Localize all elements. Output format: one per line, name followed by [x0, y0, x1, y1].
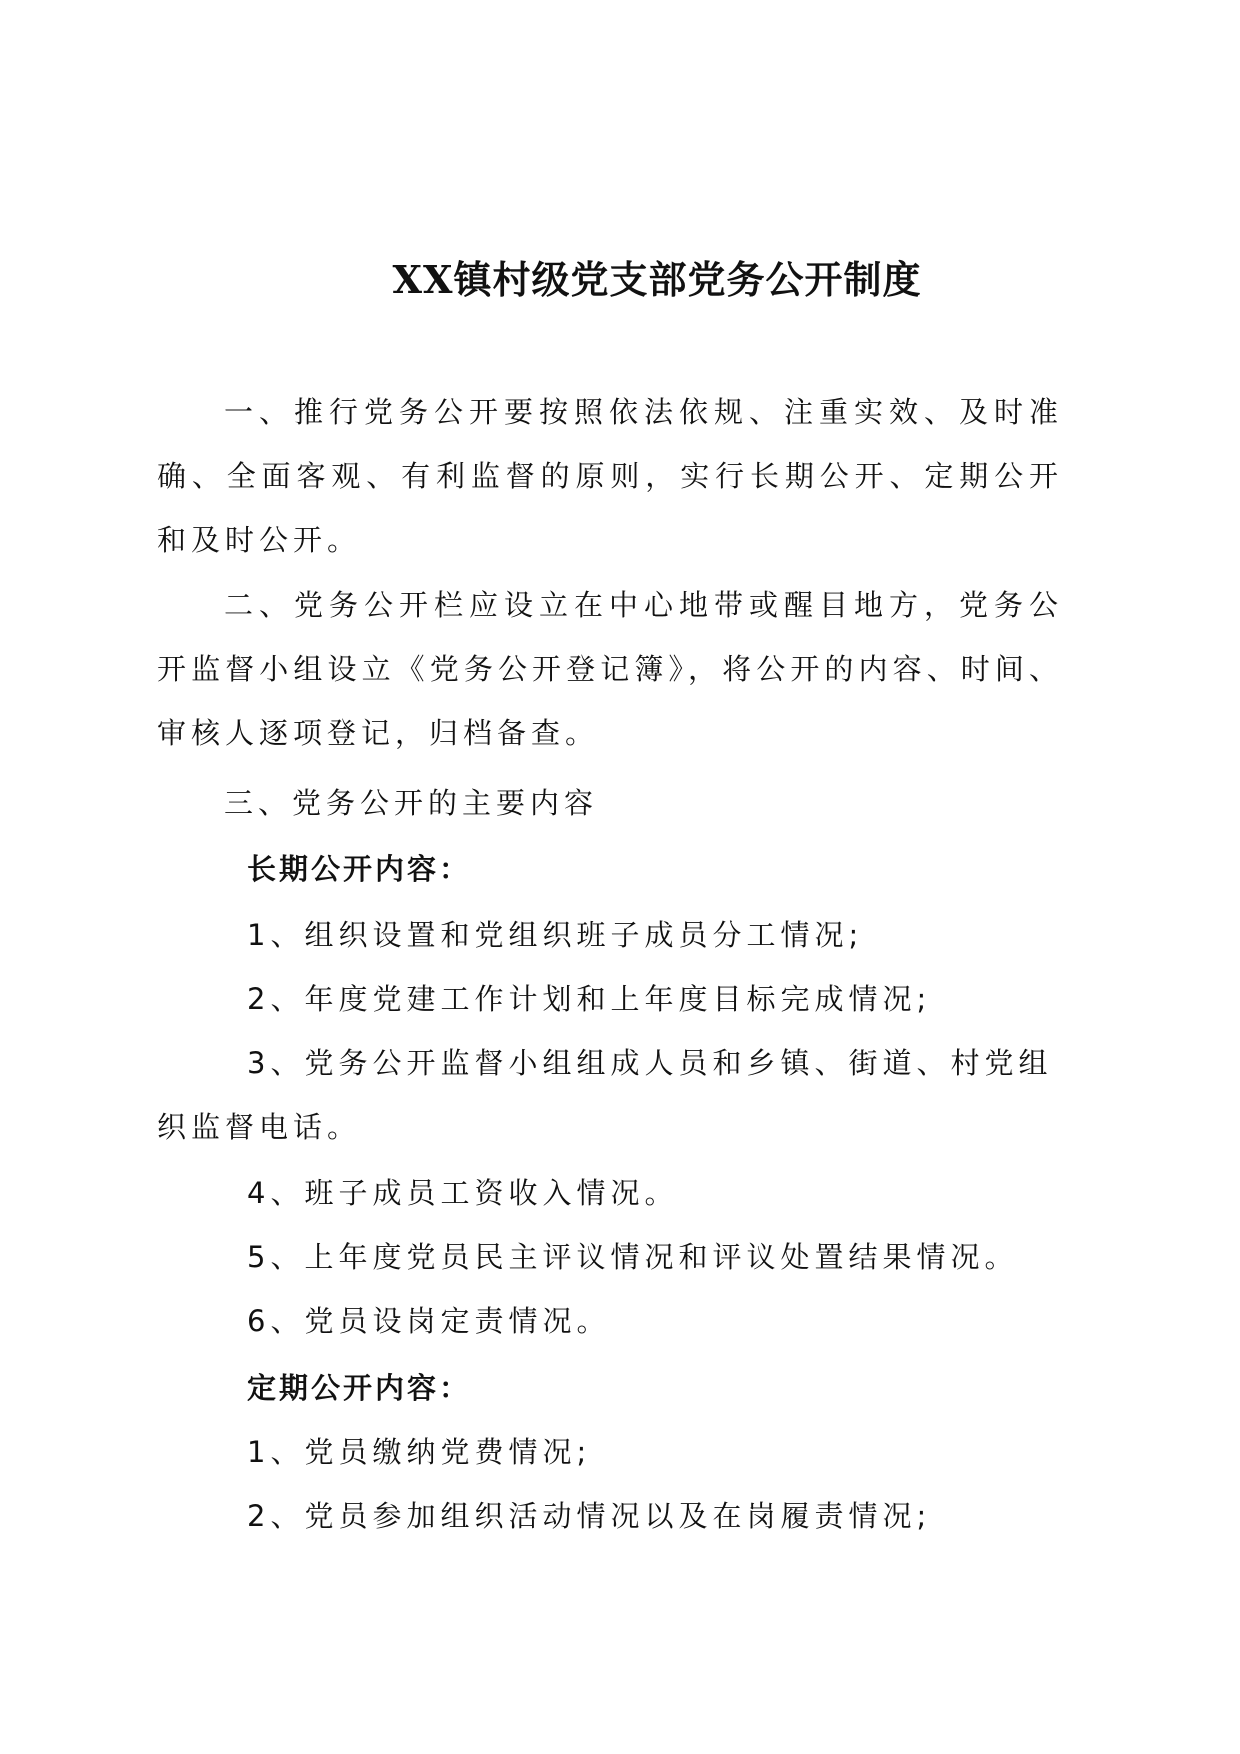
document-title: XX镇村级党支部党务公开制度 — [392, 257, 922, 302]
long-term-item: 1、组织设置和党组织班子成员分工情况; — [247, 918, 864, 952]
long-term-item: 5、上年度党员民主评议情况和评议处置结果情况。 — [247, 1240, 1019, 1274]
long-term-item: 6、党员设岗定责情况。 — [247, 1304, 611, 1338]
long-term-heading: 长期公开内容： — [247, 852, 472, 886]
long-term-item: 2、年度党建工作计划和上年度目标完成情况; — [247, 982, 932, 1016]
paragraph-principles: 一、推行党务公开要按照依法依规、注重实效、及时准确、全面客观、有利监督的原则，实行长期公开、定期公开和及时公开。 — [157, 395, 1063, 557]
paragraph-bulletin-board: 二、党务公开栏应设立在中心地带或醒目地方，党务公开监督小组设立《党务公开登记簿》，将公开的内容、时间、审核人逐项登记，归档备查。 — [157, 588, 1063, 750]
periodic-heading: 定期公开内容： — [247, 1371, 472, 1405]
periodic-item: 2、党员参加组织活动情况以及在岗履责情况; — [247, 1499, 932, 1533]
long-term-item: 3、党务公开监督小组组成人员和乡镇、街道、村党组织监督电话。 — [157, 1046, 1053, 1144]
long-term-item: 4、班子成员工资收入情况。 — [247, 1176, 679, 1210]
paragraph-main-content: 三、党务公开的主要内容 — [224, 786, 599, 820]
periodic-item: 1、党员缴纳党费情况; — [247, 1435, 592, 1469]
